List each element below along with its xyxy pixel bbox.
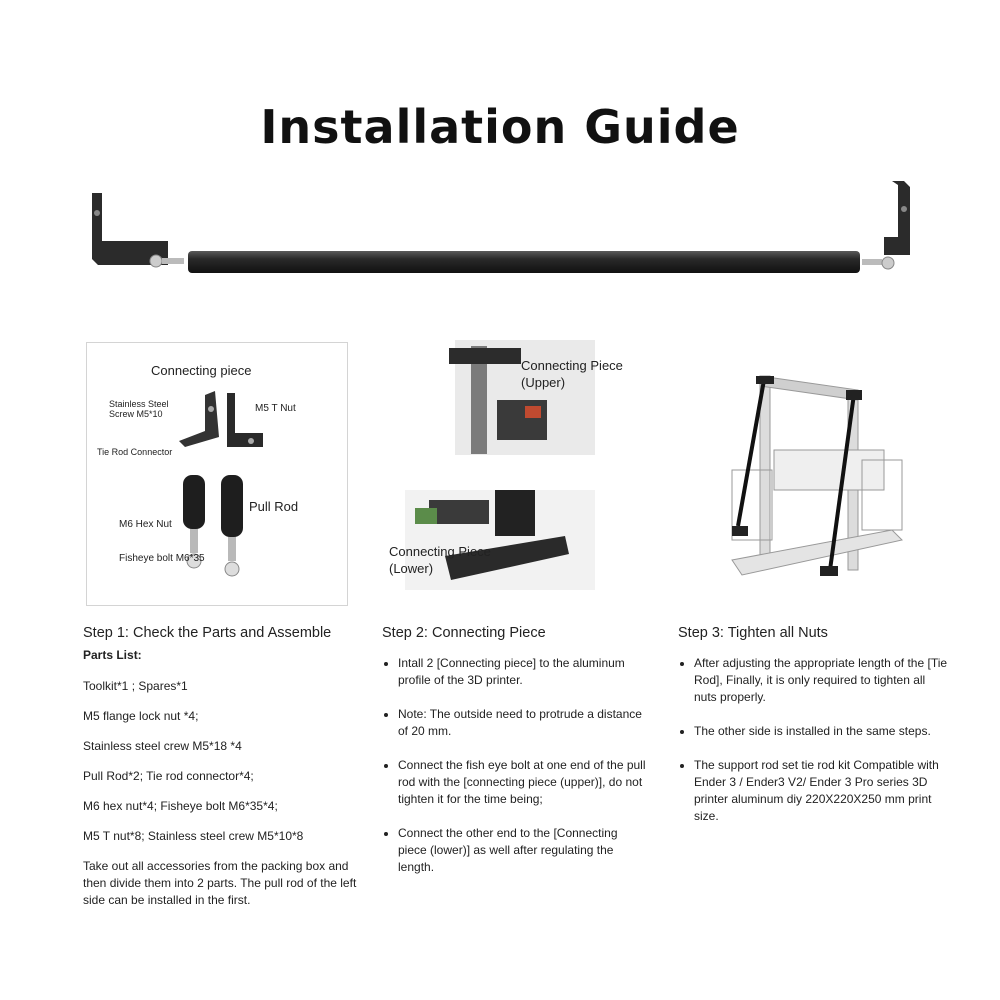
tie-rod-illustration [80,175,920,285]
parts-item: M6 hex nut*4; Fisheye bolt M6*35*4; [83,799,278,813]
parts-item: Stainless steel crew M5*18 *4 [83,739,242,753]
page-title: Installation Guide [260,100,740,154]
hex-nut-label: M6 Hex Nut [119,519,172,530]
parts-item: M5 T nut*8; Stainless steel crew M5*10*8 [83,829,304,843]
list-item: • After adjusting the appropriate length of the [Tie Rod], Finally, it is only required to tighten all nuts properly. [694,655,948,706]
lower-label-1: Connecting Piece [389,544,491,559]
upper-label-1: Connecting Piece [521,358,623,373]
connector-parts-icon [175,387,285,459]
step1-section [83,625,373,909]
list-item: • The other side is installed in the same steps. [694,723,948,740]
step2-heading: Step 2: Connecting Piece [382,625,546,641]
step3-section [678,625,948,842]
parts-list-title: Parts List: [83,648,142,662]
lower-label-2: (Lower) [389,561,434,576]
screw-label: Stainless Steel Screw M5*10 [109,399,169,419]
step3-heading: Step 3: Tighten all Nuts [678,625,828,641]
parts-item: Toolkit*1 ; Spares*1 [83,679,188,693]
step2-section [382,625,647,893]
step2-image [385,340,635,602]
printer-frame-diagram [712,370,912,595]
list-item: • Note: The outside need to protrude a distance of 20 mm. [398,706,647,740]
list-item: • Connect the fish eye bolt at one end of the pull rod with the [connecting piece (upper)], do not tighten it for the time being; [398,757,647,808]
step2-list [382,655,647,876]
pull-rod-parts-icon [177,471,257,583]
list-item: • Intall 2 [Connecting piece] to the aluminum profile of the 3D printer. [398,655,647,689]
list-item: • Connect the other end to the [Connecting piece (lower)] as well after regulating the length. [398,825,647,876]
connector-label: Tie Rod Connector [97,447,173,457]
list-item: • The support rod set tie rod kit Compatible with Ender 3 / Ender3 V2/ Ender 3 Pro series 3D printer aluminum diy 220X220X250 mm print size. [694,757,948,825]
parts-item: M5 flange lock nut *4; [83,709,199,723]
connecting-piece-heading: Connecting piece [151,363,252,378]
step3-list [678,655,948,825]
parts-item: Pull Rod*2; Tie rod connector*4; [83,769,254,783]
tnut-label: M5 T Nut [255,403,296,414]
parts-image [86,342,348,606]
pull-rod-label: Pull Rod [249,499,299,514]
fisheye-label: Fisheye bolt M6*35 [119,553,205,564]
step1-note: Take out all accessories from the packing box and then divide them into 2 parts. The pull rod of the left side can be installed in the first. [83,859,357,907]
step1-heading: Step 1: Check the Parts and Assemble [83,625,332,641]
upper-label-2: (Upper) [521,375,566,390]
